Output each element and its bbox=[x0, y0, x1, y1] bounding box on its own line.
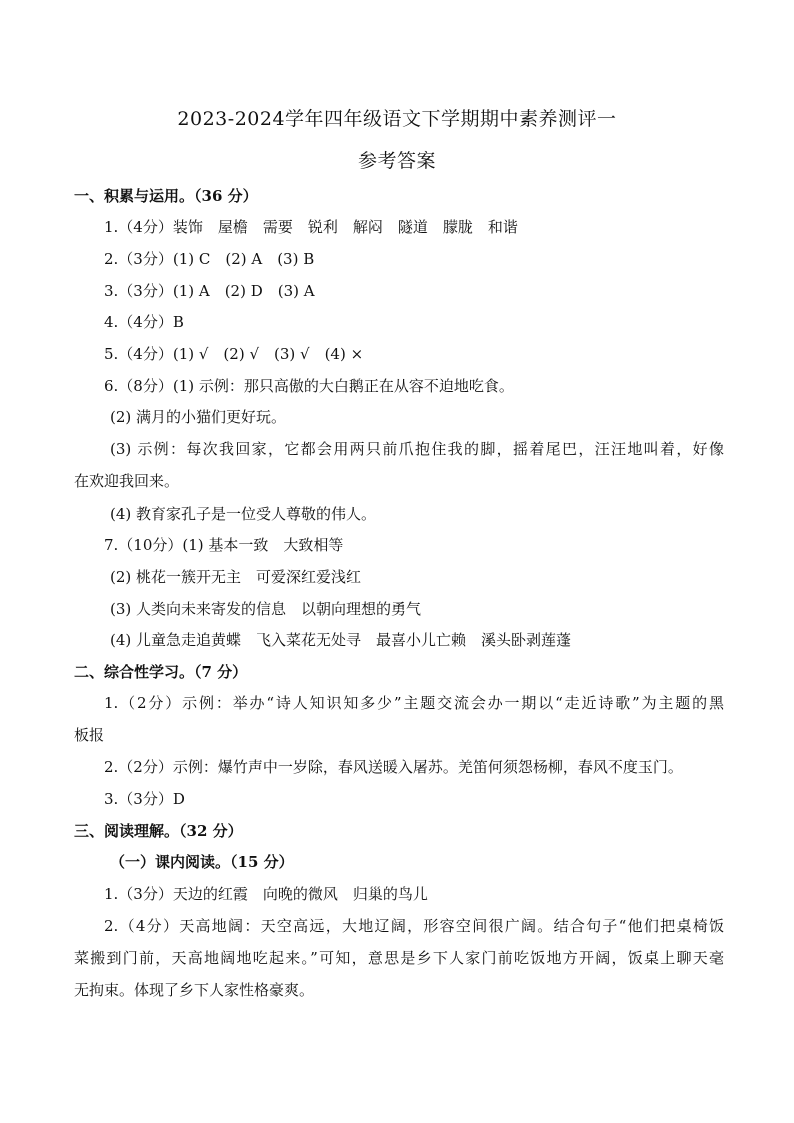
section-heading-2: 二、综合性学习。（7 分） bbox=[74, 663, 248, 681]
answer-1-4: 4.（4分）B bbox=[104, 313, 184, 331]
page-title: 2023-2024学年四年级语文下学期期中素养测评一 bbox=[177, 108, 617, 130]
answer-1-1: 1.（4分）装饰 屋檐 需要 锐利 解闷 隧道 朦胧 和谐 bbox=[104, 218, 518, 236]
answer-1-7-part-4: (4) 儿童急走追黄蝶 飞入菜花无处寻 最喜小儿亡赖 溪头卧剥莲蓬 bbox=[110, 631, 572, 649]
answer-1-6-part-2: (2) 满月的小猫们更好玩。 bbox=[110, 408, 287, 426]
answer-2-1-line-1: 1.（2分）示例：举办“诗人知识知多少”主题交流会办一期以“走近诗歌”为主题的黑 bbox=[104, 694, 724, 712]
answer-2-3: 3.（3分）D bbox=[104, 790, 185, 808]
answer-2-2: 2.（2分）示例：爆竹声中一岁除，春风送暖入屠苏。羌笛何须怨杨柳，春风不度玉门。 bbox=[104, 758, 683, 776]
answer-1-6-part-1: 6.（8分）(1) 示例：那只高傲的大白鹅正在从容不迫地吃食。 bbox=[104, 377, 514, 395]
answer-1-6-part-3-line-2: 在欢迎我回来。 bbox=[74, 472, 180, 490]
answer-2-1-line-2: 板报 bbox=[74, 726, 105, 744]
section-heading-1: 一、积累与运用。（36 分） bbox=[74, 187, 258, 205]
answer-1-3: 3.（3分）(1) A (2) D (3) A bbox=[104, 282, 315, 300]
answer-3-2-line-2: 菜搬到门前，天高地阔地吃起来。”可知，意思是乡下人家门前吃饭地方开阔，饭桌上聊天毫 bbox=[74, 949, 724, 967]
answer-1-6-part-3-line-1: (3) 示例：每次我回家，它都会用两只前爪抱住我的脚，摇着尾巴，汪汪地叫着，好像 bbox=[110, 440, 724, 458]
answer-1-7-part-2: (2) 桃花一簇开无主 可爱深红爱浅红 bbox=[110, 568, 362, 586]
answer-3-1: 1.（3分）天边的红霞 向晚的微风 归巢的鸟儿 bbox=[104, 885, 428, 903]
answer-1-6-part-4: (4) 教育家孔子是一位受人尊敬的伟人。 bbox=[110, 505, 377, 523]
answer-1-2: 2.（3分）(1) C (2) A (3) B bbox=[104, 250, 315, 268]
answer-1-5: 5.（4分）(1) √ (2) √ (3) √ (4) × bbox=[104, 345, 364, 363]
answer-1-7-part-1: 7.（10分）(1) 基本一致 大致相等 bbox=[104, 536, 344, 554]
page-subtitle: 参考答案 bbox=[357, 150, 436, 172]
subsection-heading-3-1: （一）课内阅读。（15 分） bbox=[110, 853, 294, 871]
answer-1-7-part-3: (3) 人类向未来寄发的信息 以朝向理想的勇气 bbox=[110, 600, 422, 618]
section-heading-3: 三、阅读理解。（32 分） bbox=[74, 822, 243, 840]
answer-3-2-line-3: 无拘束。体现了乡下人家性格豪爽。 bbox=[74, 981, 315, 999]
answer-3-2-line-1: 2.（4分）天高地阔：天空高远，大地辽阔，形容空间很广阔。结合句子“他们把桌椅饭 bbox=[104, 917, 724, 935]
